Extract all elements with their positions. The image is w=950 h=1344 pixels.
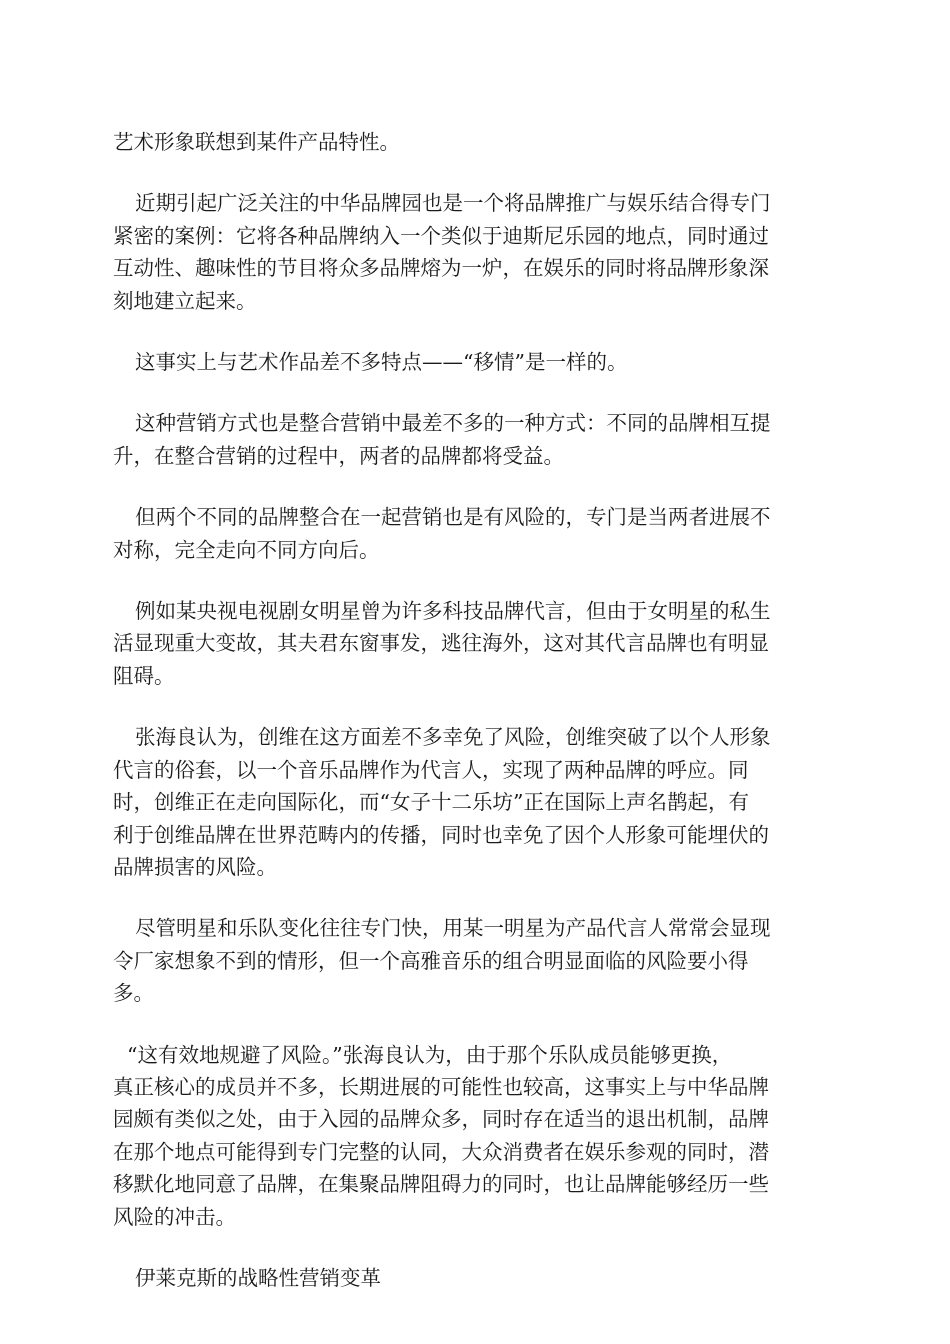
- text-line: “这有效地规避了风险。”张海良认为，由于那个乐队成员能够更换，: [127, 1042, 733, 1067]
- text-line: 多。: [113, 981, 154, 1006]
- paragraph: [113, 1262, 835, 1294]
- text-line: 代言的俗套，以一个音乐品牌作为代言人，实现了两种品牌的呼应。同: [113, 757, 749, 782]
- text-line: 艺术形象联想到某件产品特性。: [113, 130, 400, 154]
- text-line: 时，创维正在走向国际化，而“女子十二乐坊”正在国际上声名鹊起，有: [113, 790, 749, 815]
- paragraph: [113, 912, 835, 1009]
- text-line: 利于创维品牌在世界范畴内的传播，同时也幸免了因个人形象可能埋伏的: [113, 822, 769, 847]
- text-line: 对称，完全走向不同方向后。: [113, 537, 380, 562]
- text-line: 升，在整合营销的过程中，两者的品牌都将受益。: [113, 443, 564, 468]
- paragraph: [113, 187, 835, 317]
- paragraph: [113, 721, 835, 883]
- text-line: 例如某央视电视剧女明星曾为许多科技品牌代言，但由于女明星的私生: [135, 599, 771, 624]
- document-body: [113, 126, 835, 1294]
- text-line: 园颇有类似之处，由于入园的品牌众多，同时存在适当的退出机制，品牌: [113, 1107, 769, 1132]
- text-line: 令厂家想象不到的情形，但一个高雅音乐的组合明显面临的风险要小得: [113, 948, 749, 973]
- text-line: 这事实上与艺术作品差不多特点——“移情”是一样的。: [135, 350, 628, 375]
- paragraph: [113, 407, 835, 472]
- paragraph: [113, 595, 835, 692]
- text-line: 刻地建立起来。: [113, 288, 257, 313]
- text-line: 活显现重大变故，其夫君东窗事发，逃往海外，这对其代言品牌也有明显: [113, 631, 769, 656]
- text-line: 阻碍。: [113, 663, 175, 688]
- paragraph: [113, 501, 835, 566]
- text-line: 真正核心的成员并不多，长期进展的可能性也较高，这事实上与中华品牌: [113, 1074, 769, 1099]
- text-line: 在那个地点可能得到专门完整的认同，大众消费者在娱乐参观的同时，潜: [113, 1139, 769, 1164]
- paragraph: [113, 346, 835, 378]
- paragraph: [113, 1039, 835, 1233]
- text-line: 品牌损害的风险。: [113, 854, 277, 879]
- text-line: 紧密的案例：它将各种品牌纳入一个类似于迪斯尼乐园的地点，同时通过: [113, 223, 769, 248]
- text-line: 这种营销方式也是整合营销中最差不多的一种方式：不同的品牌相互提: [135, 411, 771, 436]
- text-line: 近期引起广泛关注的中华品牌园也是一个将品牌推广与娱乐结合得专门: [135, 191, 771, 216]
- text-line: 互动性、趣味性的节目将众多品牌熔为一炉，在娱乐的同时将品牌形象深: [113, 256, 769, 281]
- text-line: 移默化地同意了品牌，在集聚品牌阻碍力的同时，也让品牌能够经历一些: [113, 1172, 769, 1197]
- paragraph: [113, 126, 835, 158]
- text-line: 张海良认为，创维在这方面差不多幸免了风险，创维突破了以个人形象: [135, 725, 771, 750]
- text-line: 风险的冲击。: [113, 1204, 236, 1229]
- text-line: 伊莱克斯的战略性营销变革: [135, 1265, 381, 1290]
- text-line: 尽管明星和乐队变化往往专门快，用某一明星为产品代言人常常会显现: [135, 916, 771, 941]
- text-line: 但两个不同的品牌整合在一起营销也是有风险的，专门是当两者进展不: [135, 505, 771, 530]
